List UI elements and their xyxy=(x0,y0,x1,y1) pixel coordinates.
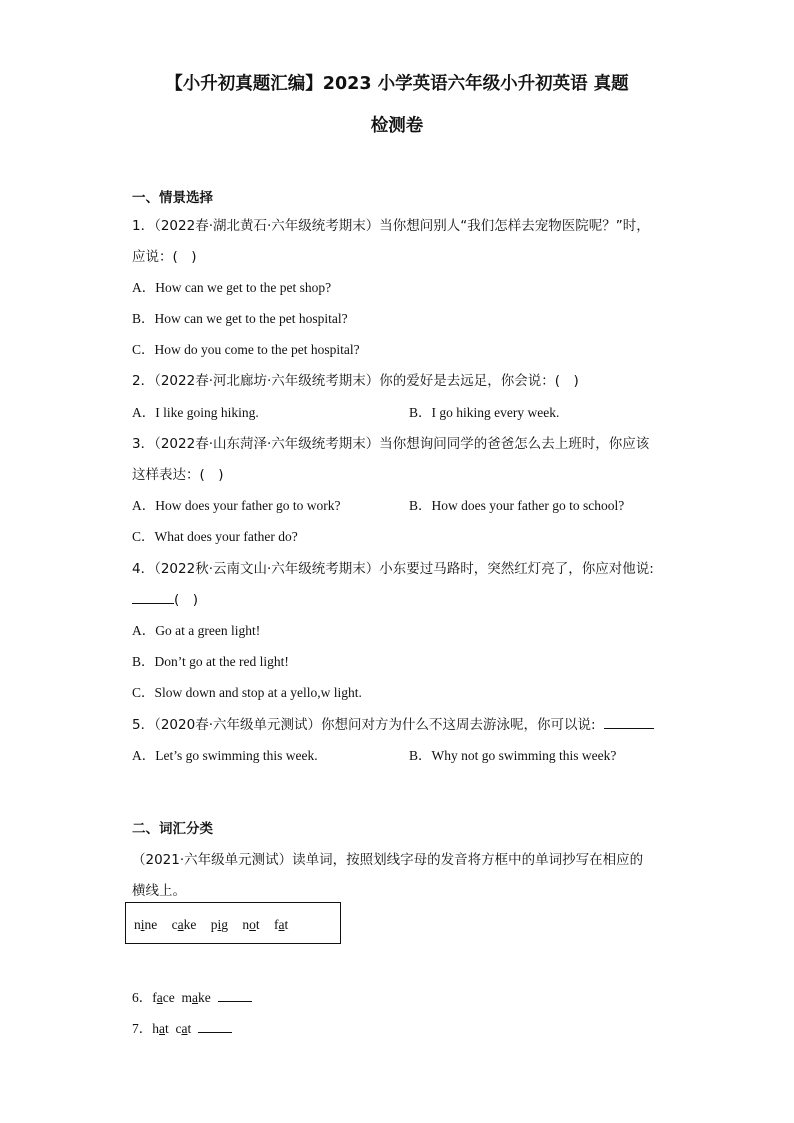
question-3-option-c: C．What does your father do? xyxy=(132,529,298,544)
word-list xyxy=(134,917,299,933)
question-3-option-b: B．How does your father go to school? xyxy=(409,498,625,513)
question-1-stem: 1．（2022春·湖北黄石·六年级统考期末）当你想问别人“我们怎样去宠物医院呢？”时， xyxy=(132,218,650,234)
question-5-stem xyxy=(132,713,654,733)
question-3-option-a: A．How does your father go to work? xyxy=(132,498,341,513)
section1-heading: 一、情景选择 xyxy=(132,190,213,206)
question-3-stem-cont: 这样表达：( ) xyxy=(132,467,224,483)
question-1-option-a: A．How can we get to the pet shop? xyxy=(132,280,332,295)
question-5-text: 5．（2020春·六年级单元测试）你想问对方为什么不这周去游泳呢，你可以说: xyxy=(132,717,596,733)
answer-blank[interactable] xyxy=(218,989,252,1002)
question-4-option-a: A．Go at a green light! xyxy=(132,623,261,638)
question-1-stem-cont: 应说：( ) xyxy=(132,249,197,265)
word-cake: cake xyxy=(171,917,197,932)
question-2-option-b: B．I go hiking every week. xyxy=(409,405,560,420)
word-box xyxy=(125,902,341,944)
word-not: not xyxy=(242,917,260,932)
section2-intro-cont: 横线上。 xyxy=(132,883,186,899)
answer-blank[interactable] xyxy=(604,716,654,729)
question-4-option-c: C．Slow down and stop at a yello,w light. xyxy=(132,685,362,700)
question-3-stem: 3．（2022春·山东菏泽·六年级统考期末）当你想询问同学的爸爸怎么去上班时，你应该 xyxy=(132,436,650,452)
word-pig: pig xyxy=(210,917,229,932)
question-5-option-a: A．Let’s go swimming this week. xyxy=(132,748,318,763)
section2-intro: （2021·六年级单元测试）读单词，按照划线字母的发音将方框中的单词抄写在相应的 xyxy=(132,852,644,868)
question-2-option-a: A．I like going hiking. xyxy=(132,405,259,420)
question-6: 6．face make xyxy=(132,986,252,1006)
word-nine: nine xyxy=(134,917,158,932)
question-5-option-b: B．Why not go swimming this week? xyxy=(409,748,617,763)
page-title-line1: 【小升初真题汇编】2023 小学英语六年级小升初英语 真题 xyxy=(165,74,629,94)
question-2-stem: 2．（2022春·河北廊坊·六年级统考期末）你的爱好是去远足，你会说：( ) xyxy=(132,373,579,389)
answer-blank[interactable] xyxy=(198,1020,232,1033)
question-7: 7．hat cat xyxy=(132,1017,232,1037)
question-1-option-c: C．How do you come to the pet hospital? xyxy=(132,342,360,357)
answer-blank[interactable] xyxy=(132,591,174,604)
page-title-line2: 检测卷 xyxy=(370,116,424,136)
question-4-paren: ( ) xyxy=(174,592,199,608)
question-4-stem-cont xyxy=(132,588,198,608)
question-4-option-b: B．Don’t go at the red light! xyxy=(132,654,289,669)
question-1-option-b: B．How can we get to the pet hospital? xyxy=(132,311,348,326)
question-4-stem: 4．（2022秋·云南文山·六年级统考期末）小东要过马路时，突然红灯亮了，你应对他说: xyxy=(132,561,654,577)
word-fat: fat xyxy=(274,917,289,932)
section2-heading: 二、词汇分类 xyxy=(132,821,213,837)
